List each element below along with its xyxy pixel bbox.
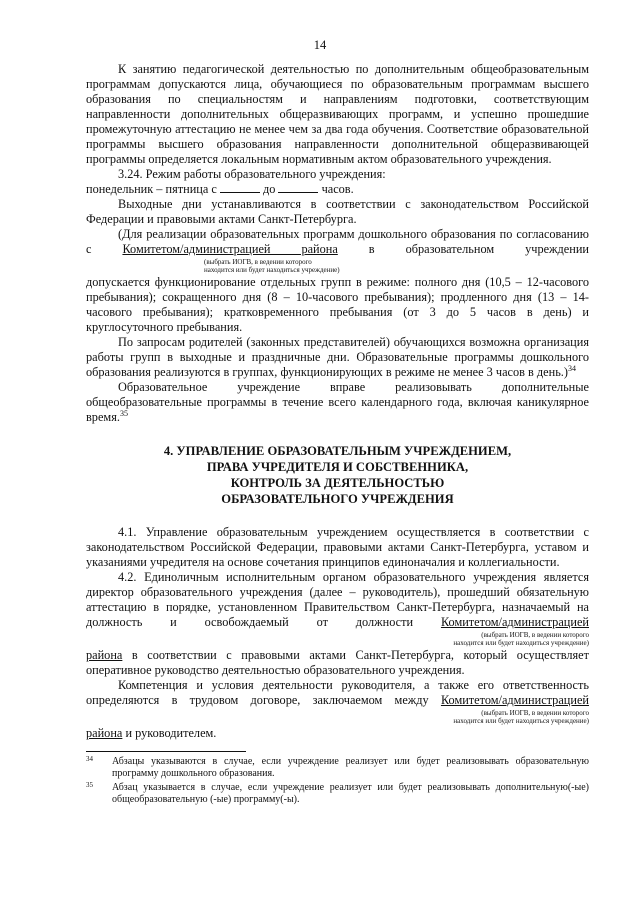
document-body (86, 62, 589, 808)
paragraph-competence-cont: района и руководителем. (86, 726, 217, 740)
section-heading-4: 4. УПРАВЛЕНИЕ ОБРАЗОВАТЕЛЬНЫМ УЧРЕЖДЕНИЕМ, ПРАВА УЧРЕДИТЕЛЯ И СОБСТВЕННИКА, КОНТРОЛЬ ЗА ДЕЯТЕЛЬНОСТЬЮ ОБРАЗОВАТЕЛЬНОГО УЧРЕЖДЕНИЯ (163, 444, 512, 506)
paragraph-working-hours: понедельник – пятница с до часов. (86, 182, 354, 196)
footnote-35: 35 Абзац указывается в случае, если учреждение реализует или будет реализовывать дополнительную(-ые) общеобразовательную (-ые) программу(-ы). (86, 781, 589, 805)
hint-select-authority: (выбрать ИОГВ, в ведении которого находится или будет находиться учреждение) (453, 709, 589, 725)
paragraph-weekends: Выходные дни устанавливаются в соответствии с законодательством Российской Федерации и правовыми актами Санкт-Петербурга. (86, 197, 589, 226)
paragraph-group-modes: допускается функционирование отдельных групп в режиме: полного дня (10,5 – 12-часового пребывания); сокращенного дня (8 – 10-часового пребывания); продленного дня (13 – 14-часового пребывания); кратковременного пребывания (от 3 до 5 часов в день) и круглосуточного пребывания. (86, 275, 589, 334)
paragraph-3-24: 3.24. Режим работы образовательного учреждения: (118, 167, 386, 181)
blank-from (220, 182, 260, 193)
paragraph-additional-programs: Образовательное учреждение вправе реализовывать дополнительные общеобразовательные программы в течение всего календарного года, включая каникулярное время.$^{35}$ (86, 380, 589, 424)
hint-select-authority: (выбрать ИОГВ, в ведении которого находится или будет находиться учреждение) (204, 258, 340, 274)
page-number: 14 (313, 38, 327, 52)
authority-underlined: Комитетом/администрацией (440, 615, 589, 629)
paragraph-4-1: 4.1. Управление образовательным учреждением осуществляется в соответствии с законодательством Российской Федерации, правовыми актами Санкт-Петербурга, уставом и указаниями учредителя на основе сочетания принципов единоначалия и коллегиальности. (86, 525, 589, 569)
paragraph-4-2-cont: района в соответствии с правовыми актами Санкт-Петербурга, который осуществляет оперативное руководство деятельностью образовательного учреждения. (86, 648, 589, 677)
paragraph-preschool: (Для реализации образовательных программ дошкольного образования по согласованию с Комитетом/администрацией района в образовательном учреждении (86, 227, 590, 256)
paragraph-parent-requests: По запросам родителей (законных представителей) обучающихся возможна организация работы групп в выходные и праздничные дни. Образовательные программы дошкольного образования реализуются в группах, функционирующих в режиме не менее 3 часов в день.)$^{34}$ (86, 335, 589, 379)
hint-select-authority: (выбрать ИОГВ, в ведении которого находится или будет находиться учреждение) (453, 631, 589, 647)
authority-underlined: Комитетом/администрацией района (122, 242, 338, 256)
district-underlined: района (86, 648, 123, 662)
footnote-ref-34: 34 (567, 364, 576, 373)
footnote-34: 34 Абзацы указываются в случае, если учреждение реализует или будет реализовывать образовательную программу дошкольного образования. (86, 755, 589, 779)
district-underlined: района (86, 726, 123, 740)
blank-to (278, 182, 318, 193)
paragraph-teaching-admission: К занятию педагогической деятельностью по дополнительным общеобразовательным программам допускаются лица, обучающиеся по образовательным программам высшего образования по специальностям и направлениям подготовки, соответствующим направленности дополнительных общеразвивающих программ, и успешно прошедшие промежуточную аттестацию не менее чем за два года обучения. Соответствие образовательной программы высшего образования направленности дополнительной общеразвивающей программы определяется локальным нормативным актом образовательного учреждения. (86, 62, 589, 166)
authority-underlined: Комитетом/администрацией (440, 693, 589, 707)
footnote-separator (86, 751, 246, 752)
paragraph-competence: Компетенция и условия деятельности руководителя, а также его ответственность определяются в трудовом договоре, заключаемом между Комитетом/администрацией (86, 678, 589, 707)
paragraph-4-2: 4.2. Единоличным исполнительным органом образовательного учреждения является директор образовательного учреждения (далее – руководитель), прошедший обязательную аттестацию в порядке, установленном Правительством Санкт-Петербурга, назначаемый на должность и освобождаемый от должности Комитетом/администрацией (86, 570, 589, 629)
footnote-ref-35: 35 (119, 409, 128, 418)
